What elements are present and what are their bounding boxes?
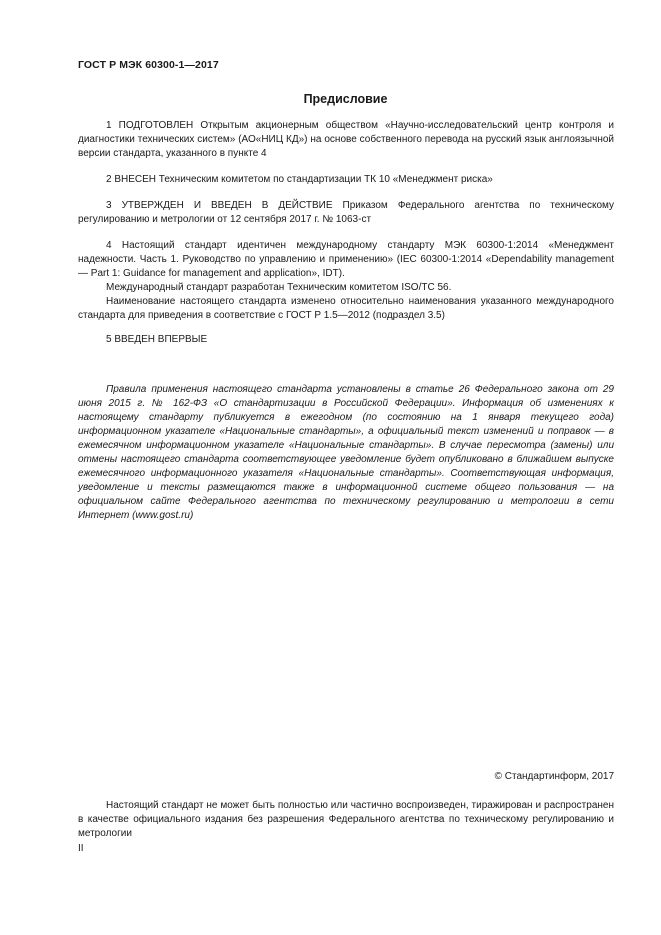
application-rules-text: Правила применения настоящего стандарта установлены в статье 26 Федерального закона от 29 июня 2015 г. № 162-ФЗ «О стандартизации в Российской Федерации». Информация об изменениях к настоящему стандарту публикуется в ежегодном (по состоянию на 1 января текущего года) информационном указателе «Национальные стандарты», а официальный текст изменений и поправок — в ежемесячном информационном указателе «Национальные стандарты». В случае пересмотра (замены) или отмены настоящего стандарта соответствующее уведомление будет опубликовано в ближайшем выпуске ежемесячного информационного указателя «Национальные стандарты». Соответствующая информация, уведомление и тексты размещаются также в информационной системе общего пользования — на официальном сайте Федерального агентства по техническому регулированию и метрологии в сети Интернет (www.gost.ru) bbox=[78, 384, 614, 521]
preface-item-1-text: 1 ПОДГОТОВЛЕН Открытым акционерным обществом «Научно-исследовательский центр контроля и диагностики технических систем» (АО«НИЦ КД») на основе собственного перевода на русский язык англоязычной версии стандарта, указанного в пункте 4 bbox=[78, 120, 614, 159]
preface-item-1 bbox=[78, 119, 614, 161]
preface-item-2 bbox=[78, 173, 614, 187]
reproduction-notice-text: Настоящий стандарт не может быть полностью или частично воспроизведен, тиражирован и распространен в качестве официального издания без разрешения Федерального агентства по техническому регулированию и метрологии bbox=[78, 800, 614, 839]
application-rules-notice bbox=[78, 383, 614, 523]
page-title: Предисловие bbox=[303, 92, 388, 106]
preface-item-4-name-change: Наименование настоящего стандарта изменено относительно наименования указанного международного стандарта для приведения в соответствие с ГОСТ Р 1.5—2012 (подраздел 3.5) bbox=[78, 296, 614, 321]
copyright: © Стандартинформ, 2017 bbox=[494, 771, 614, 782]
preface-item-3 bbox=[78, 199, 614, 227]
standard-code-header: ГОСТ Р МЭК 60300-1—2017 bbox=[78, 59, 219, 71]
page-number: II bbox=[78, 843, 84, 854]
preface-item-4 bbox=[78, 239, 614, 323]
preface-item-2-text: 2 ВНЕСЕН Техническим комитетом по стандартизации ТК 10 «Менеджмент риска» bbox=[106, 174, 493, 185]
preface-item-4-committee: Международный стандарт разработан Техническим комитетом ISO/TC 56. bbox=[106, 282, 452, 293]
preface-item-4-text: 4 Настоящий стандарт идентичен международному стандарту МЭК 60300-1:2014 «Менеджмент надежности. Часть 1. Руководство по управлению и применению» (IEC 60300-1:2014 «Dependability management — Part 1: Guidance for management and application», IDT). bbox=[78, 240, 614, 279]
reproduction-notice bbox=[78, 799, 614, 841]
preface-item-5 bbox=[78, 333, 614, 347]
preface-item-5-text: 5 ВВЕДЕН ВПЕРВЫЕ bbox=[106, 334, 208, 345]
preface-item-3-text: 3 УТВЕРЖДЕН И ВВЕДЕН В ДЕЙСТВИЕ Приказом Федерального агентства по техническому регулированию и метрологии от 12 сентября 2017 г. № 1063-ст bbox=[78, 200, 614, 225]
